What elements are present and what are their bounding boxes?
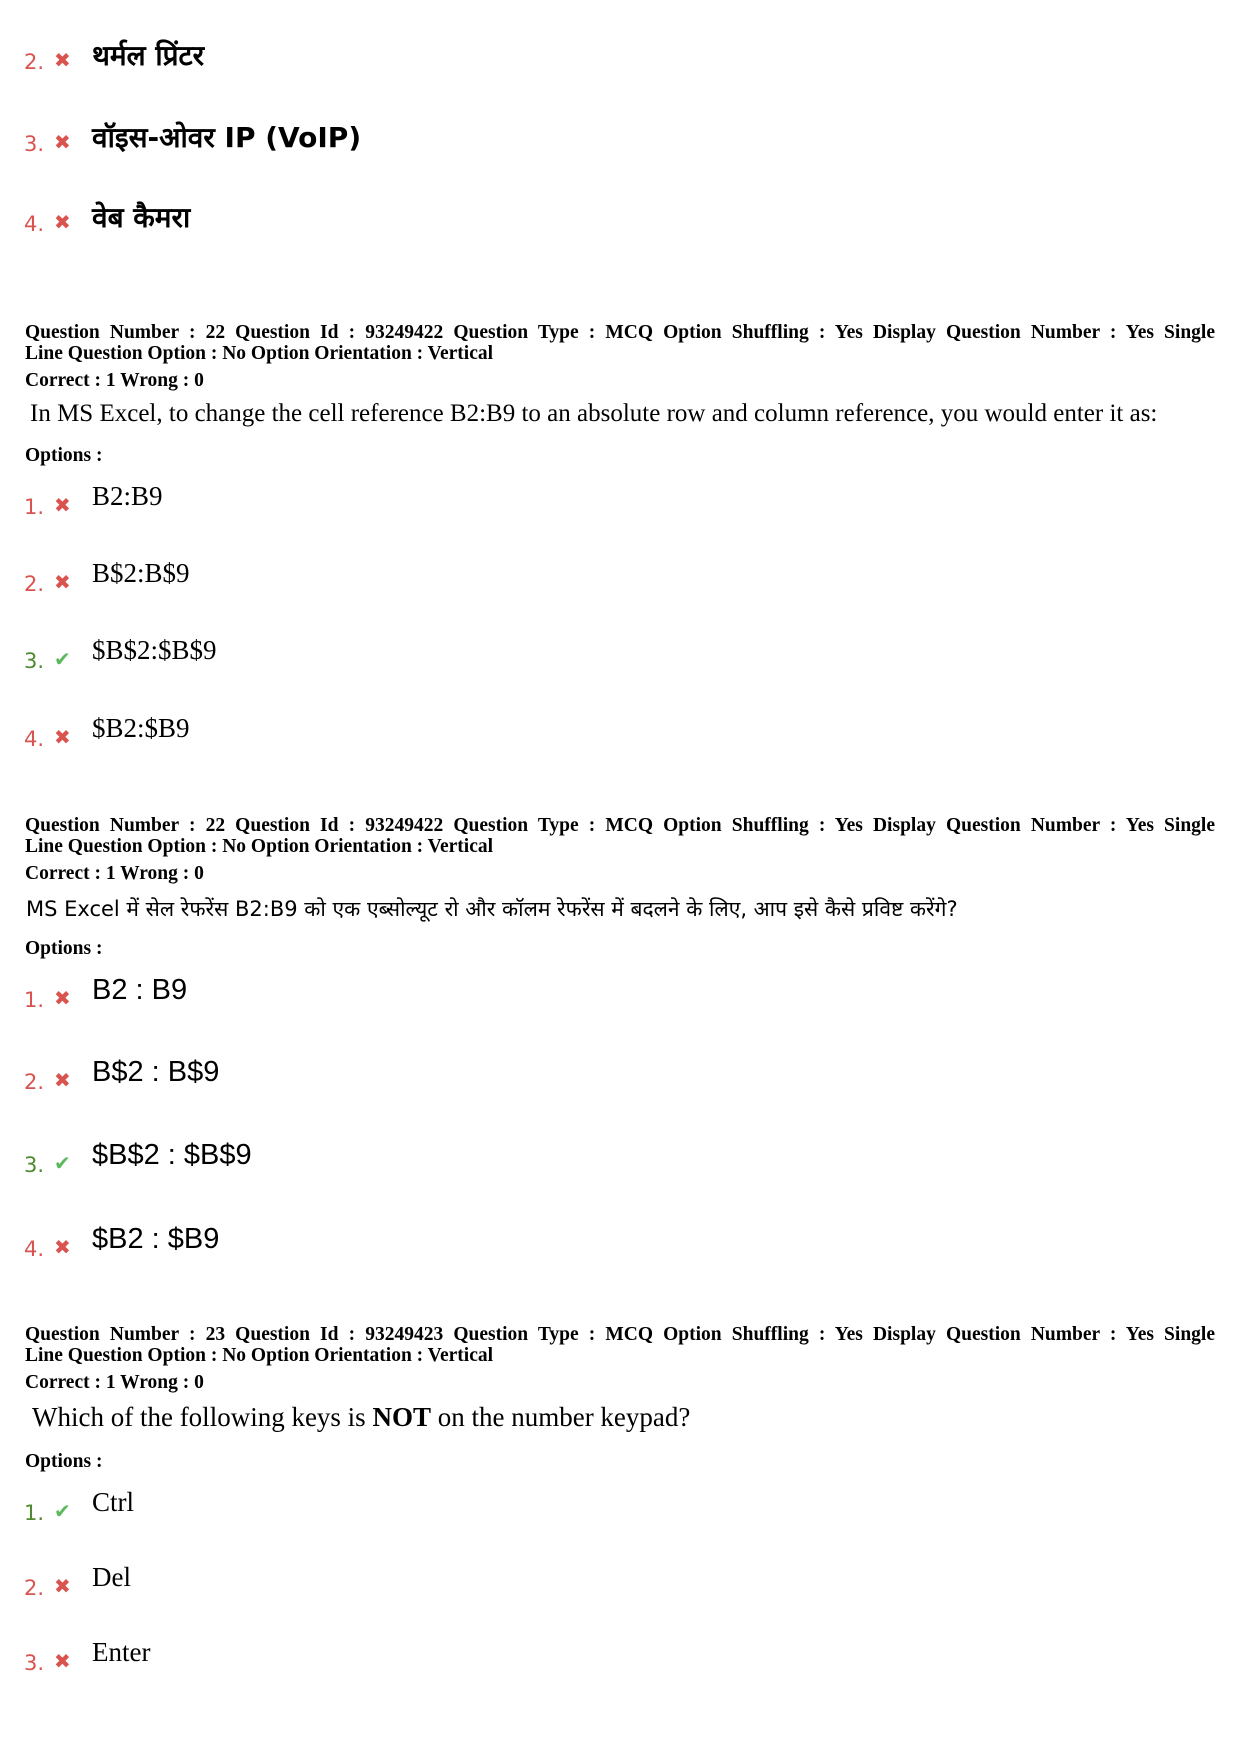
option-number: 4. — [24, 1237, 45, 1261]
option-number: 3. — [24, 649, 45, 673]
option-text: Del — [92, 1562, 131, 1592]
correct-wrong-marks: Correct : 1 Wrong : 0 — [25, 863, 204, 884]
question-text: MS Excel में सेल रेफरेंस B2:B9 को एक एब्सोल्यूट रो और कॉलम रेफरेंस में बदलने के लिए, आप इसे कैसे प्रविष्ट करेंगे? — [26, 897, 958, 921]
option-number: 2. — [24, 1576, 45, 1600]
option-number: 2. — [24, 50, 45, 74]
option-text: Ctrl — [92, 1487, 135, 1517]
option-text: B2:B9 — [92, 481, 163, 511]
wrong-cross-icon: ✖ — [54, 725, 71, 749]
option-number: 3. — [24, 1153, 45, 1177]
wrong-cross-icon: ✖ — [54, 570, 71, 594]
option-number: 3. — [24, 132, 45, 156]
option-text: $B2 : $B9 — [92, 1223, 220, 1255]
wrong-cross-icon: ✖ — [54, 48, 71, 72]
question-meta: Line Question Option : No Option Orientation : Vertical — [25, 836, 494, 857]
option-text: वॉइस-ओवर IP (VoIP) — [92, 121, 362, 154]
wrong-cross-icon: ✖ — [54, 1649, 71, 1673]
question-text-pre: Which of the following keys is — [32, 1402, 373, 1432]
option-number: 1. — [24, 1501, 45, 1525]
wrong-cross-icon: ✖ — [54, 493, 71, 517]
question-meta: Line Question Option : No Option Orientation : Vertical — [25, 1345, 494, 1366]
options-label: Options : — [25, 1451, 103, 1472]
question-meta: Question Number : 22 Question Id : 93249422 Question Type : MCQ Option Shuffling : Yes Display Question Number : Yes Single — [25, 815, 1215, 836]
option-text: थर्मल प्रिंटर — [92, 39, 205, 72]
option-text: B2 : B9 — [92, 974, 188, 1006]
wrong-cross-icon: ✖ — [54, 986, 71, 1010]
wrong-cross-icon: ✖ — [54, 130, 71, 154]
option-number: 1. — [24, 988, 45, 1012]
wrong-cross-icon: ✖ — [54, 1235, 71, 1259]
correct-check-icon: ✔ — [54, 1151, 71, 1175]
option-number: 2. — [24, 572, 45, 596]
wrong-cross-icon: ✖ — [54, 1068, 71, 1092]
option-text: Enter — [92, 1637, 151, 1667]
option-number: 2. — [24, 1070, 45, 1094]
option-text: B$2 : B$9 — [92, 1056, 220, 1088]
correct-check-icon: ✔ — [54, 1499, 71, 1523]
option-text: वेब कैमरा — [92, 201, 191, 234]
options-label: Options : — [25, 938, 103, 959]
question-meta: Question Number : 22 Question Id : 93249422 Question Type : MCQ Option Shuffling : Yes Display Question Number : Yes Single — [25, 322, 1215, 343]
question-text-post: on the number keypad? — [430, 1402, 691, 1432]
wrong-cross-icon: ✖ — [54, 210, 71, 234]
question-meta: Line Question Option : No Option Orientation : Vertical — [25, 343, 494, 364]
option-number: 3. — [24, 1651, 45, 1675]
wrong-cross-icon: ✖ — [54, 1574, 71, 1598]
option-text: B$2:B$9 — [92, 558, 190, 588]
question-text-emphasis: NOT — [372, 1402, 431, 1432]
option-number: 1. — [24, 495, 45, 519]
correct-wrong-marks: Correct : 1 Wrong : 0 — [25, 370, 204, 391]
correct-check-icon: ✔ — [54, 647, 71, 671]
option-text: $B2:$B9 — [92, 713, 190, 743]
option-number: 4. — [24, 727, 45, 751]
option-text: $B$2:$B$9 — [92, 635, 217, 665]
option-number: 4. — [24, 212, 45, 236]
option-text: $B$2 : $B$9 — [92, 1139, 252, 1171]
options-label: Options : — [25, 445, 103, 466]
question-meta: Question Number : 23 Question Id : 93249423 Question Type : MCQ Option Shuffling : Yes Display Question Number : Yes Single — [25, 1324, 1215, 1345]
question-text — [32, 1402, 690, 1433]
correct-wrong-marks: Correct : 1 Wrong : 0 — [25, 1372, 204, 1393]
question-text: In MS Excel, to change the cell reference B2:B9 to an absolute row and column reference, you would enter it as: — [30, 400, 1158, 427]
